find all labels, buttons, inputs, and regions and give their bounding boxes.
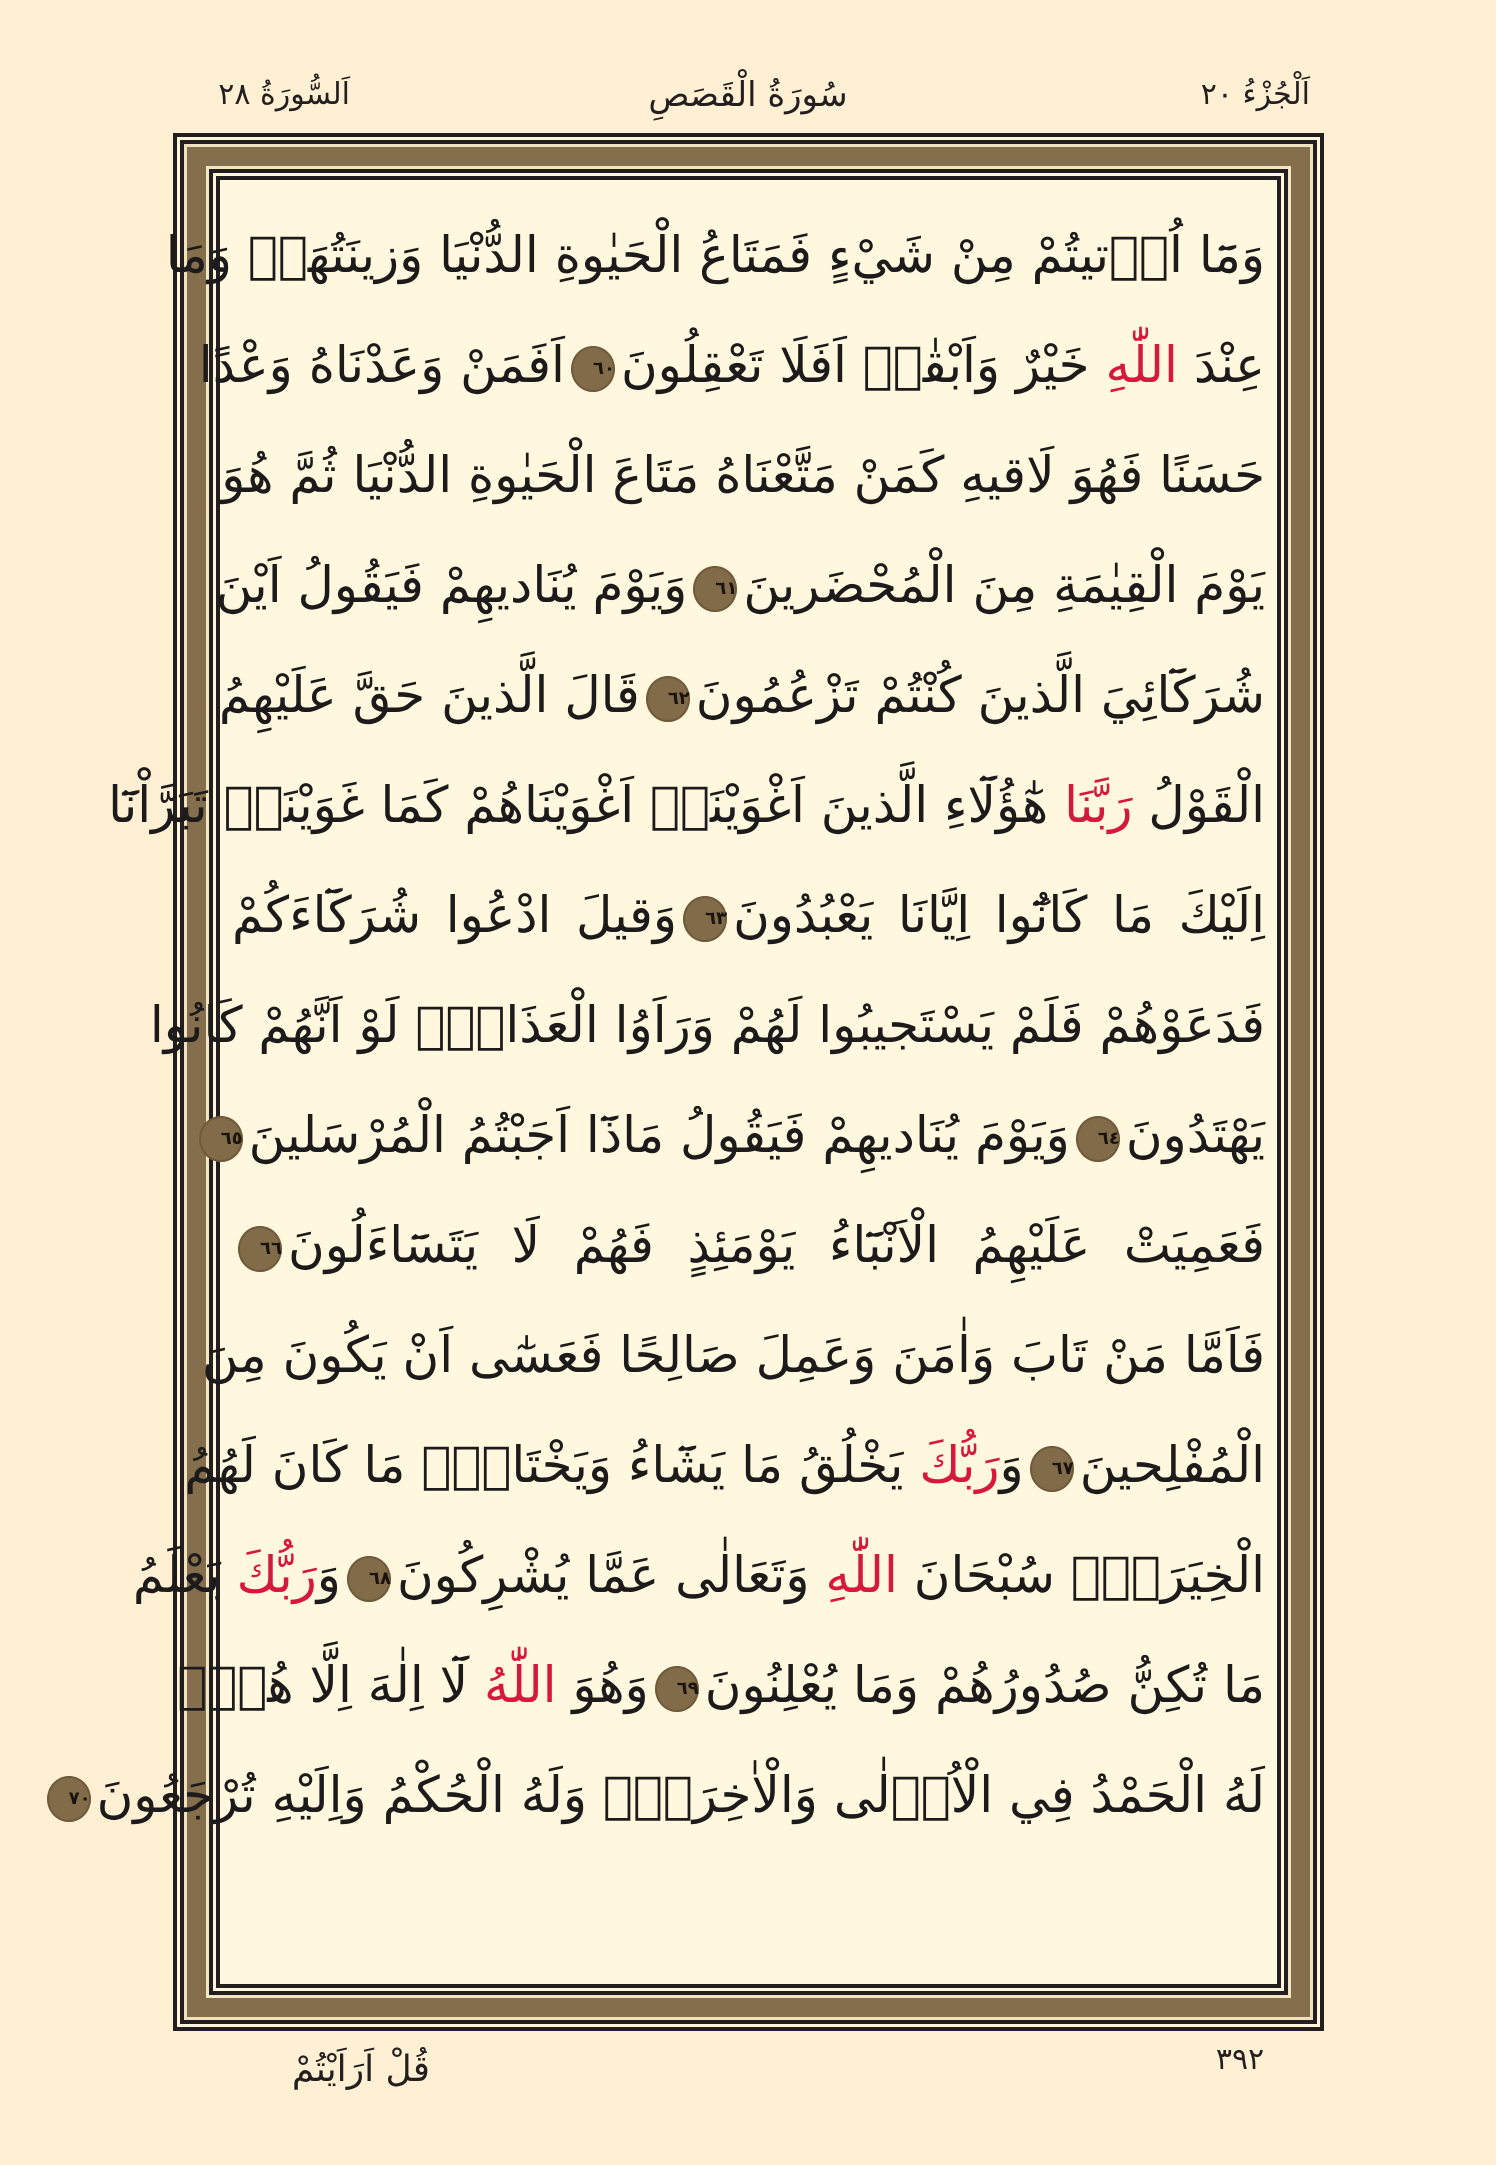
- verse-text: شُرَكَٓائِيَ الَّذينَ كُنْتُمْ تَزْعُمُونَ: [695, 666, 1265, 724]
- verse-text: وَقيلَ ادْعُوا شُرَكَٓاءَكُمْ: [232, 886, 678, 944]
- verse-text: عِنْدَ: [1177, 336, 1265, 394]
- verse-text: مَا تُكِنُّ صُدُورُهُمْ وَمَا يُعْلِنُونَ: [704, 1656, 1265, 1714]
- divine-name-text: اللّٰهِ: [1105, 336, 1178, 394]
- verse-text: اَفَمَنْ وَعَدْنَاهُ وَعْدًا: [198, 336, 565, 394]
- text-line: [232, 860, 1265, 970]
- verse-text: لَهُ الْحَمْدُ فِي الْاُو۫لٰى وَالْاٰخِرَةِۘ وَلَهُ الْحُكْمُ وَاِلَيْهِ تُرْجَعُونَ: [96, 1766, 1265, 1824]
- ayah-number-marker-icon: ٦٠: [571, 346, 615, 392]
- catchword: قُلْ اَرَاَيْتُمْ: [291, 2049, 430, 2090]
- page-number: ٣٩٢: [1215, 2042, 1265, 2077]
- verse-text: الْمُفْلِحينَ: [1079, 1436, 1265, 1494]
- verse-text: قَالَ الَّذينَ حَقَّ عَلَيْهِمُ: [218, 666, 640, 724]
- verse-text: فَعَمِيَتْ عَلَيْهِمُ الْاَنْبَٓاءُ يَوْمَئِذٍ فَهُمْ لَا يَتَسَٓاءَلُونَ: [288, 1216, 1265, 1274]
- ayah-number-marker-icon: ٦٥: [199, 1116, 243, 1162]
- text-line: [218, 640, 1265, 750]
- quran-text-area: [68, 192, 1265, 1972]
- verse-text: وَتَعَالٰى عَمَّا يُشْرِكُونَ: [396, 1546, 826, 1604]
- verse-text: وَ: [999, 1436, 1024, 1494]
- verse-text: وَيَوْمَ يُنَاديهِمْ فَيَقُولُ اَيْنَ: [215, 556, 688, 614]
- verse-text: لَٓا اِلٰهَ اِلَّا هُوَۜ: [177, 1656, 485, 1714]
- text-line: [232, 1190, 1265, 1300]
- juz-label: اَلْجُزْءُ ٢٠: [1200, 77, 1310, 112]
- verse-text: حَسَنًا فَهُوَ لَاقيهِ كَمَنْ مَتَّعْنَاهُ مَتَاعَ الْحَيٰوةِ الدُّنْيَا ثُمَّ هُوَ: [221, 446, 1265, 504]
- verse-text: يَهْتَدُونَ: [1125, 1106, 1265, 1164]
- divine-name-text: اللّٰهِ: [825, 1546, 898, 1604]
- ayah-number-marker-icon: ٦٦: [238, 1226, 282, 1272]
- divine-name-text: اللّٰهُ: [484, 1656, 557, 1714]
- verse-text: وَيَوْمَ يُنَاديهِمْ فَيَقُولُ مَاذَٓا اَجَبْتُمُ الْمُرْسَلينَ: [248, 1106, 1070, 1164]
- verse-text: يَوْمَ الْقِيٰمَةِ مِنَ الْمُحْضَرينَ: [743, 556, 1265, 614]
- ayah-number-marker-icon: ٧٠: [47, 1776, 91, 1822]
- verse-text: فَدَعَوْهُمْ فَلَمْ يَسْتَجيبُوا لَهُمْ وَرَاَوُا الْعَذَابَۚ لَوْ اَنَّهُمْ كَانُوا: [149, 996, 1265, 1054]
- surah-title: سُورَةُ الْقَصَصِ: [648, 75, 848, 115]
- ayah-number-marker-icon: ٦٧: [1030, 1446, 1074, 1492]
- verse-text: خَيْرٌ وَاَبْقٰىۜ اَفَلَا تَعْقِلُونَ: [620, 336, 1106, 394]
- text-line: [215, 530, 1265, 640]
- ayah-number-marker-icon: ٦٩: [655, 1666, 699, 1712]
- text-line: [198, 310, 1265, 420]
- text-line: [132, 1520, 1265, 1630]
- text-line: [201, 1300, 1265, 1410]
- verse-text: وَهُوَ: [556, 1656, 649, 1714]
- divine-name-text: رَبُّكَ: [919, 1436, 1000, 1494]
- ayah-number-marker-icon: ٦٢: [646, 676, 690, 722]
- verse-text: وَمَٓا اُو۫تيتُمْ مِنْ شَيْءٍ فَمَتَاعُ الْحَيٰوةِ الدُّنْيَا وَزينَتُهَاۚ وَمَا: [165, 226, 1265, 284]
- text-line: [108, 750, 1265, 860]
- verse-text: يَعْلَمُ: [132, 1546, 237, 1604]
- ayah-number-marker-icon: ٦١: [693, 566, 737, 612]
- text-line: [220, 1080, 1265, 1190]
- verse-text: يَخْلُقُ مَا يَشَٓاءُ وَيَخْتَارُۜ مَا كَانَ لَهُمُ: [184, 1436, 920, 1494]
- ayah-number-marker-icon: ٦٤: [1076, 1116, 1120, 1162]
- text-line: [184, 1410, 1265, 1520]
- verse-text: هٰٓؤُلَٓاءِ الَّذينَ اَغْوَيْنَاۚ اَغْوَيْنَاهُمْ كَمَا غَوَيْنَاۚ تَبَرَّاْنَٓا: [108, 776, 1065, 834]
- divine-name-text: رَبَّنَا: [1064, 776, 1133, 834]
- text-line: [221, 420, 1265, 530]
- surah-number-label: اَلسُّورَةُ ٢٨: [218, 77, 350, 112]
- verse-text: الْخِيَرَةُۜ سُبْحَانَ: [897, 1546, 1265, 1604]
- ayah-number-marker-icon: ٦٣: [683, 896, 727, 942]
- text-line: [165, 200, 1265, 310]
- verse-text: وَ: [316, 1546, 341, 1604]
- verse-text: فَاَمَّا مَنْ تَابَ وَاٰمَنَ وَعَمِلَ صَالِحًا فَعَسٰٓى اَنْ يَكُونَ مِنَ: [201, 1326, 1265, 1384]
- verse-text: الْقَوْلُ: [1132, 776, 1265, 834]
- text-line: [177, 1630, 1265, 1740]
- ayah-number-marker-icon: ٦٨: [347, 1556, 391, 1602]
- text-line: [149, 970, 1265, 1080]
- text-line: [68, 1740, 1265, 1850]
- verse-text: اِلَيْكَ مَا كَانُٓوا اِيَّانَا يَعْبُدُونَ: [733, 886, 1265, 944]
- divine-name-text: رَبُّكَ: [236, 1546, 317, 1604]
